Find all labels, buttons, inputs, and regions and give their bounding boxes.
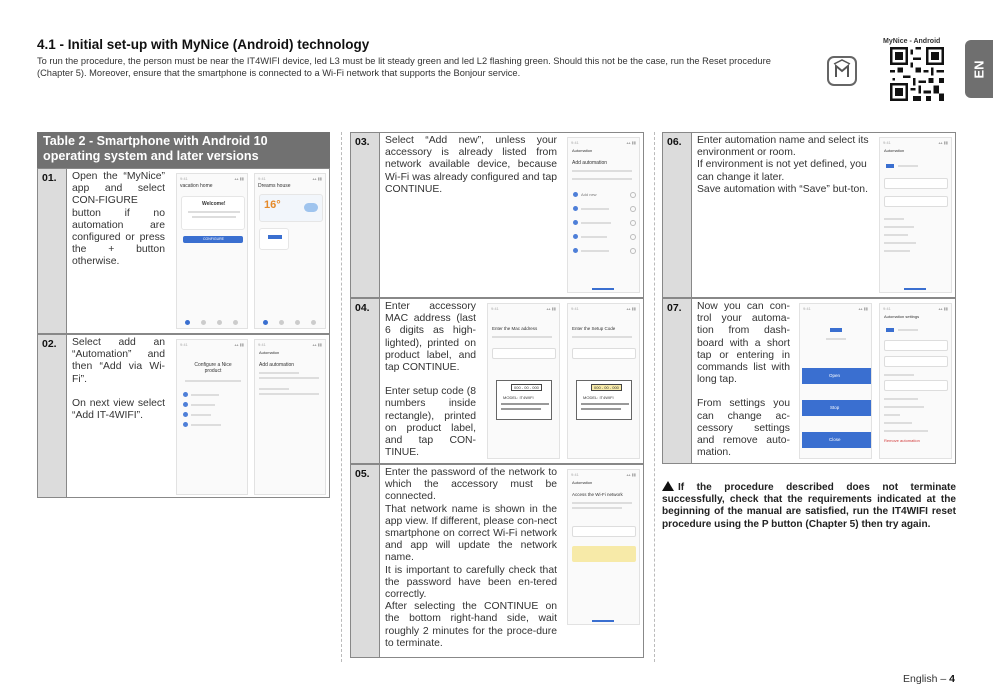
step-number: 03. <box>351 133 380 297</box>
step-text: Enter accessory MAC address (last 6 digits as high-lighted), printed on product label, and tap CONTINUE. Enter setup code (8 numbers inside rectangle), printed on product label, and tap CON-TINUE. <box>385 301 476 459</box>
step-number: 06. <box>663 133 692 297</box>
step-06 <box>662 132 956 298</box>
screen-enter-mac: 9:41 ▴▴ ▮▮ Enter the Mac address 000 - 00 - 000 MODEL: IT4WIFI <box>487 303 560 459</box>
intro-text: To run the procedure, the person must be near the IT4WIFI device, led L3 must be lit steady green and led L2 flashing green. Should this not be the case, run the Reset procedure (Chapter 5). Moreover, ensure that the smartphone is connected to a Wi-Fi network that supports the Bonjour service. <box>37 56 771 78</box>
step-text: Now you can con-trol your automa-tion from dash-board with a short tap or entering in commands list with long tap. From settings you can change ac-cessory settings and remove auto-mation. <box>697 301 790 459</box>
screen-automation-settings: 9:41 ▴▴ ▮▮ Automation settings Remove automation <box>879 303 952 459</box>
mynice-logo-icon <box>827 56 857 86</box>
screen-automation-control: 9:41 ▴▴ ▮▮ Open Stop Close <box>799 303 872 459</box>
screen-automation-name: 9:41 ▴▴ ▮▮ Automation <box>879 137 952 293</box>
qr-code-icon <box>890 47 944 101</box>
page-title: 4.1 - Initial set-up with MyNice (Android) technology <box>37 37 370 52</box>
step-text: Select add an “Automation” and then “Add via Wi-Fi”. On next view select “Add IT-4WIFI”. <box>72 337 165 422</box>
step-number: 05. <box>351 465 380 657</box>
screen-wifi-password: 9:41 ▴▴ ▮▮ Automation Access the Wi-Fi network <box>567 469 640 625</box>
page-footer: English – 4 <box>903 673 955 685</box>
qr-label: MyNice - Android <box>883 38 941 45</box>
page-number: 4 <box>949 673 955 685</box>
table-title: Table 2 - Smartphone with Android 10 operating system and later versions <box>37 132 330 168</box>
language-tab: EN <box>965 40 993 98</box>
step-text: Select “Add new”, unless your accessory is already listed from network available device, because Wi-Fi was already configured and tap CONTINUE. <box>385 135 557 195</box>
step-text: Enter automation name and select its environment or room. If environment is not yet defined, you can change it later. Save automation with “Save” but-ton. <box>697 135 869 195</box>
column-divider <box>341 132 342 662</box>
step-04 <box>350 298 644 464</box>
screen-home-devices: 9:41 ▴▴ ▮▮ Dreams house 16° <box>254 173 326 329</box>
warning-icon <box>662 481 674 491</box>
step-text: Enter the password of the network to which the accessory must be connected. That network name is shown in the app view. If different, please con-nect smartphone on correct Wi-Fi network and app will update the network name. It is important to carefully check that the password have been en-tered correctly. After selecting the CONTINUE on the bottom right-hand side, wait roughly 2 minutes for the proce-dure to terminate. <box>385 467 557 649</box>
screen-enter-setup-code: 9:41 ▴▴ ▮▮ Enter the Setup Code 000 - 00 - 000 MODEL: IT4WIFI <box>567 303 640 459</box>
step-05 <box>350 464 644 658</box>
column-divider <box>654 132 655 662</box>
step-number: 01. <box>38 169 67 333</box>
step-number: 04. <box>351 299 380 463</box>
step-01 <box>37 168 330 334</box>
screen-add-new-accessory: 9:41 ▴▴ ▮▮ Automation Add automation Add new <box>567 137 640 293</box>
step-number: 02. <box>38 335 67 497</box>
step-03 <box>350 132 644 298</box>
screen-configure-product: 9:41 ▴▴ ▮▮ Configure a Nice product <box>176 339 248 495</box>
step-07 <box>662 298 956 464</box>
screen-add-automation: 9:41 ▴▴ ▮▮ Automation Add automation <box>254 339 326 495</box>
step-text: Open the “MyNice” app and select CON-FIGURE button if no automation are configured or press the + button otherwise. <box>72 171 165 268</box>
step-number: 07. <box>663 299 692 463</box>
screen-home-empty: 9:41 ▴▴ ▮▮ vacation home Welcome! CONFIGURE <box>176 173 248 329</box>
step-02 <box>37 334 330 498</box>
warning-note: If the procedure described does not terminate successfully, check that the requirements indicated at the beginning of the manual are satisfied, run the IT4WIFI reset procedure using the P button (Chapter 5) then try again. <box>662 482 956 530</box>
